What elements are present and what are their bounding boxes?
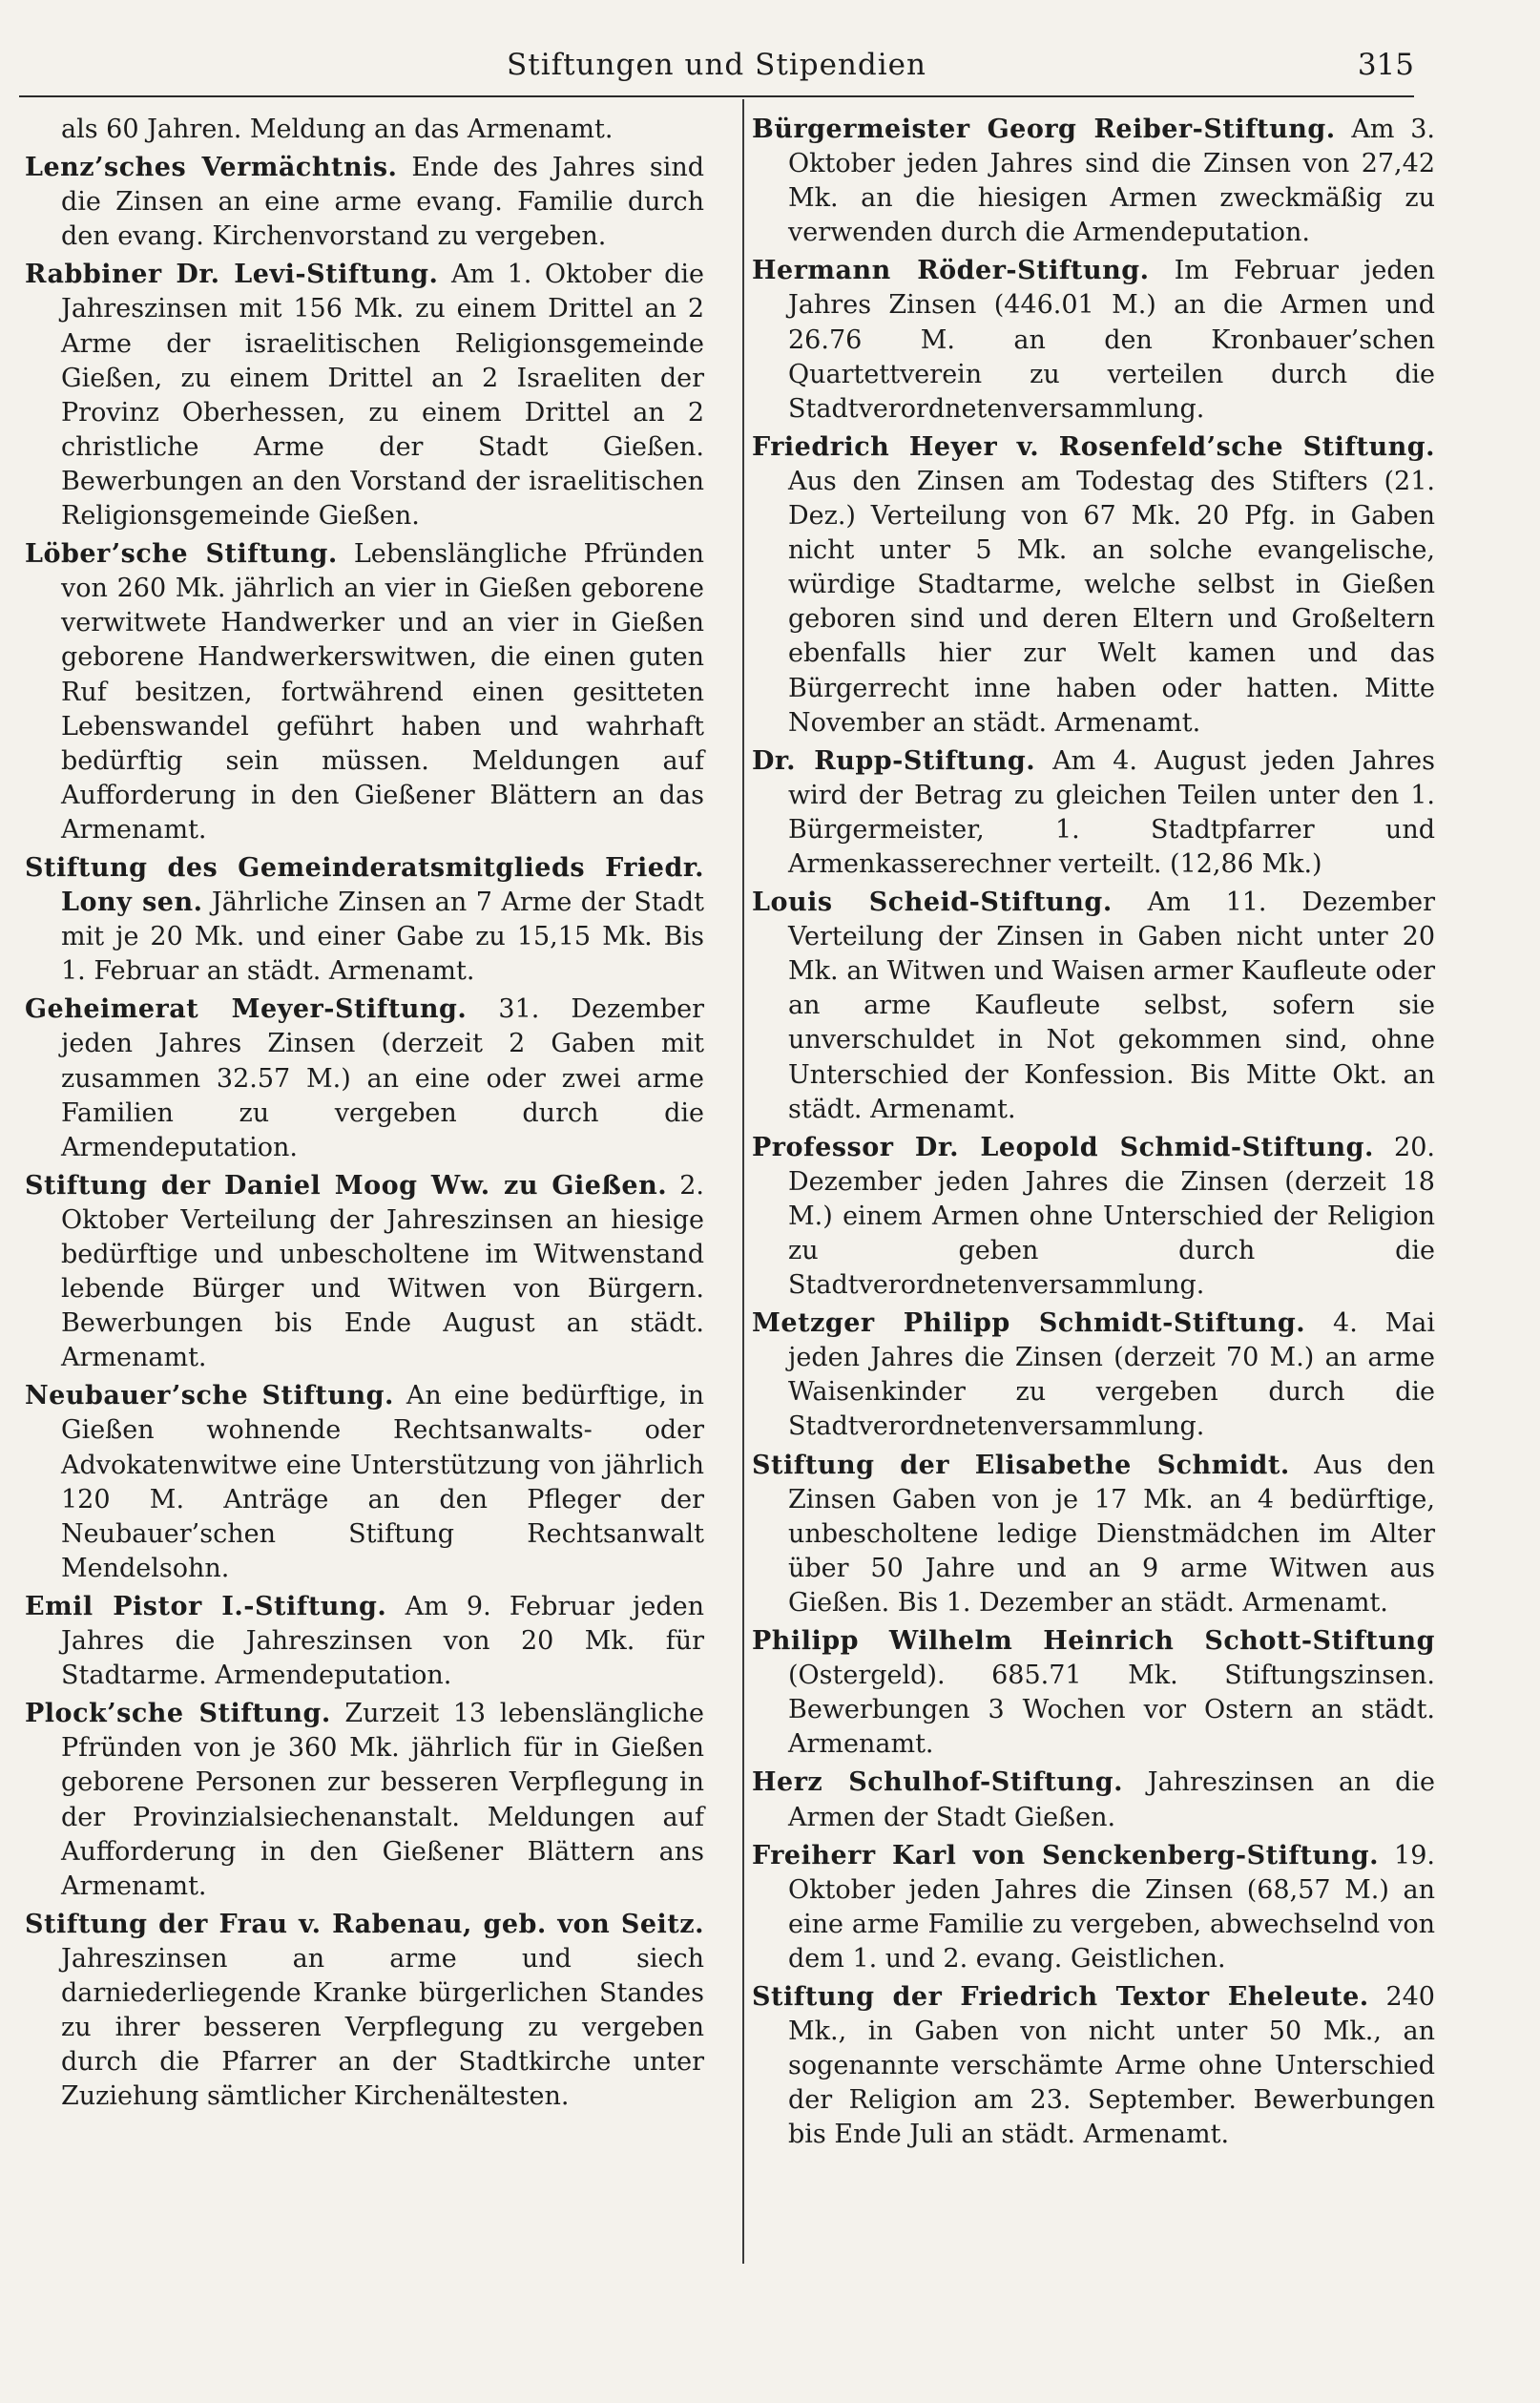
entry-text: Jahreszinsen an arme und siech darniederliegende Kranke bürgerlichen Standes zu ihrer besseren Verpflegung zu vergeben durch die Pfarrer an der Stadtkirche unter Zuziehung sämtlicher Kirchenältesten. bbox=[61, 1943, 704, 2112]
column-divider bbox=[742, 99, 744, 2264]
entry-text: An eine bedürftige, in Gießen wohnende Rechtsanwalts- oder Advokatenwitwe eine Unterstützung von jährlich 120 M. Anträge an den Pfleger der Neubauer’schen Stiftung Rechtsanwalt Mendelsohn. bbox=[61, 1381, 704, 1583]
entry-heading: Stiftung der Daniel Moog Ww. zu Gießen. bbox=[25, 1170, 668, 1201]
foundation-entry bbox=[752, 1449, 1435, 1620]
entry-text: Zurzeit 13 lebenslängliche Pfründen von je 360 Mk. jährlich für in Gießen geborene Personen zur besseren Verpflegung in der Provinzialsiechenanstalt. Meldungen auf Aufforderung in den Gießener Blättern ans Armenamt. bbox=[61, 1699, 704, 1901]
entry-heading: Louis Scheid-Stiftung. bbox=[752, 888, 1113, 918]
entry-text: (Ostergeld). 685.71 Mk. Stiftungszinsen. Bewerbungen 3 Wochen vor Ostern an städt. Armenamt. bbox=[788, 1661, 1435, 1760]
entry-text: 20. Dezember jeden Jahres die Zinsen (derzeit 18 M.) einem Armen ohne Unterschied der Religion zu geben durch die Stadtverordnetenversammlung. bbox=[788, 1132, 1435, 1301]
entry-heading: Freiherr Karl von Senckenberg-Stiftung. bbox=[752, 1840, 1379, 1870]
running-title: Stiftungen und Stipendien bbox=[507, 48, 926, 82]
entry-heading: Stiftung der Elisabethe Schmidt. bbox=[752, 1450, 1290, 1480]
foundation-entry bbox=[752, 254, 1435, 426]
entry-heading: Metzger Philipp Schmidt-Stiftung. bbox=[752, 1308, 1306, 1339]
entry-heading: Emil Pistor I.-Stiftung. bbox=[25, 1591, 387, 1621]
entry-heading: Stiftung der Friedrich Textor Eheleute. bbox=[752, 1981, 1369, 2012]
entry-heading: Rabbiner Dr. Levi-Stiftung. bbox=[25, 260, 439, 290]
entry-heading: Bürgermeister Georg Reiber-Stiftung. bbox=[752, 115, 1336, 144]
entry-heading: Stiftung der Frau v. Rabenau, geb. von Seitz. bbox=[25, 1909, 704, 1939]
entry-text: Am 3. Oktober jeden Jahres sind die Zinsen von 27,42 Mk. an die hiesigen Armen zweckmäßig zu verwenden durch die Armendeputation. bbox=[788, 115, 1435, 248]
entry-heading: Friedrich Heyer v. Rosenfeld’sche Stiftung. bbox=[752, 431, 1435, 462]
foundation-entry bbox=[752, 113, 1435, 250]
foundation-entry bbox=[25, 1697, 704, 1904]
right-column bbox=[752, 113, 1435, 2156]
foundation-entry bbox=[752, 1766, 1435, 1834]
page-number: 315 bbox=[1357, 48, 1414, 82]
entry-heading: Geheimerat Meyer-Stiftung. bbox=[25, 994, 468, 1025]
entry-text: Am 4. August jeden Jahres wird der Betrag zu gleichen Teilen unter den 1. Bürgermeister, 1. Stadtpfarrer und Armenkasserechner verteilt. (12,86 Mk.) bbox=[788, 745, 1435, 879]
entry-text: 240 Mk., in Gaben von nicht unter 50 Mk., an sogenannte verschämte Arme ohne Unterschied der Religion am 23. September. Bewerbungen bis Ende Juli an städt. Armenamt. bbox=[788, 1981, 1435, 2150]
foundation-entry bbox=[752, 1980, 1435, 2152]
foundation-entry bbox=[25, 851, 704, 989]
entry-text: Am 1. Oktober die Jahreszinsen mit 156 Mk. zu einem Drittel an 2 Arme der israelitischen Religionsgemeinde Gießen, zu einem Drittel an 2 Israeliten der Provinz Oberhessen, zu einem Drittel an 2 christliche Arme der Stadt Gießen. Bewerbungen an den Vorstand der israelitischen Religionsgemeinde Gießen. bbox=[61, 260, 704, 532]
entry-heading: Stiftung des Gemeinderatsmitglieds Friedr. Lony sen. bbox=[25, 852, 704, 918]
foundation-entry bbox=[25, 1379, 704, 1586]
entry-text: 4. Mai jeden Jahres die Zinsen (derzeit 70 M.) an arme Waisenkinder zu vergeben durch die Stadtverordnetenversammlung. bbox=[788, 1308, 1435, 1442]
entry-text: Am 11. Dezember Verteilung der Zinsen in Gaben nicht unter 20 Mk. an Witwen und Waisen armer Kaufleute oder an arme Kaufleute selbst, sofern sie unverschuldet in Not gekommen sind, ohne Unterschied der Konfession. Bis Mitte Okt. an städt. Armenamt. bbox=[788, 888, 1435, 1124]
entry-text: 31. Dezember jeden Jahres Zinsen (derzeit 2 Gaben mit zusammen 32.57 M.) an eine oder zwei arme Familien zu vergeben durch die Armendeputation. bbox=[61, 994, 704, 1162]
entry-text: Jahreszinsen an die Armen der Stadt Gießen. bbox=[788, 1767, 1436, 1832]
entry-text: Am 9. Februar jeden Jahres die Jahreszinsen von 20 Mk. für Stadtarme. Armendeputation. bbox=[61, 1591, 704, 1691]
entry-text: als 60 Jahren. Meldung an das Armenamt. bbox=[61, 115, 614, 144]
page-header bbox=[19, 48, 1414, 95]
entry-heading: Hermann Röder-Stiftung. bbox=[752, 256, 1150, 286]
entry-text: Im Februar jeden Jahres Zinsen (446.01 M.) an die Armen und 26.76 M. an den Kronbauer’schen Quartettverein zu verteilen durch die Stadtverordnetenversammlung. bbox=[788, 256, 1435, 424]
entry-text: 19. Oktober jeden Jahres die Zinsen (68,57 M.) an eine arme Familie zu vergeben, abwechselnd von dem 1. und 2. evang. Geistlichen. bbox=[788, 1840, 1435, 1974]
entry-text: Aus den Zinsen Gaben von je 17 Mk. an 4 bedürftige, unbescholtene ledige Dienstmädchen im Alter über 50 Jahre und an 9 arme Witwen aus Gießen. Bis 1. Dezember an städt. Armenamt. bbox=[788, 1450, 1435, 1618]
foundation-entry bbox=[752, 1131, 1435, 1303]
entry-text: Jährliche Zinsen an 7 Arme der Stadt mit je 20 Mk. und einer Gabe zu 15,15 Mk. Bis 1. Februar an städt. Armenamt. bbox=[61, 888, 704, 987]
foundation-entry bbox=[25, 993, 704, 1164]
foundation-entry bbox=[752, 1839, 1435, 1976]
entry-heading: Plock’sche Stiftung. bbox=[25, 1699, 331, 1729]
foundation-entry bbox=[752, 430, 1435, 741]
entry-heading: Neubauer’sche Stiftung. bbox=[25, 1381, 394, 1411]
entry-heading: Dr. Rupp-Stiftung. bbox=[752, 745, 1036, 776]
foundation-entry bbox=[752, 1624, 1435, 1762]
entry-heading: Philipp Wilhelm Heinrich Schott-Stiftung bbox=[752, 1626, 1435, 1657]
entry-continuation bbox=[25, 113, 704, 147]
entry-text: Lebenslängliche Pfründen von 260 Mk. jährlich an vier in Gießen geborene verwitwete Handwerker und an vier in Gießen geborene Handwerkerswitwen, die einen guten Ruf besitzen, fortwährend einen gesitteten Lebenswandel geführt haben und wahrhaft bedürftig sein müssen. Meldungen auf Aufforderung in den Gießener Blättern an das Armenamt. bbox=[61, 539, 704, 845]
foundation-entry bbox=[752, 744, 1435, 882]
foundation-entry bbox=[25, 151, 704, 254]
foundation-entry bbox=[752, 1306, 1435, 1444]
header-rule bbox=[19, 95, 1414, 97]
entry-text: Aus den Zinsen am Todestag des Stifters (21. Dez.) Verteilung von 67 Mk. 20 Pfg. in Gaben nicht unter 5 Mk. an solche evangelische, würdige Stadtarme, welche selbst in Gießen geboren sind und deren Eltern und Großeltern ebenfalls hier zur Welt kamen und das Bürgerrecht inne haben oder hatten. Mitte November an städt. Armenamt. bbox=[788, 466, 1435, 738]
left-column bbox=[25, 113, 704, 2118]
entry-heading: Löber’sche Stiftung. bbox=[25, 539, 338, 570]
entry-text: 2. Oktober Verteilung der Jahreszinsen an hiesige bedürftige und unbescholtene im Witwenstand lebende Bürger und Witwen von Bürgern. Bewerbungen bis Ende August an städt. Armenamt. bbox=[61, 1170, 705, 1373]
foundation-entry bbox=[752, 886, 1435, 1127]
foundation-entry bbox=[25, 258, 704, 533]
foundation-entry bbox=[25, 1590, 704, 1693]
entry-heading: Lenz’sches Vermächtnis. bbox=[25, 153, 398, 183]
entry-heading: Herz Schulhof-Stiftung. bbox=[752, 1767, 1124, 1798]
foundation-entry bbox=[25, 1908, 704, 2115]
entry-text: Ende des Jahres sind die Zinsen an eine arme evang. Familie durch den evang. Kirchenvorstand zu vergeben. bbox=[61, 153, 704, 252]
foundation-entry bbox=[25, 1169, 704, 1376]
foundation-entry bbox=[25, 537, 704, 847]
entry-heading: Professor Dr. Leopold Schmid-Stiftung. bbox=[752, 1132, 1374, 1162]
